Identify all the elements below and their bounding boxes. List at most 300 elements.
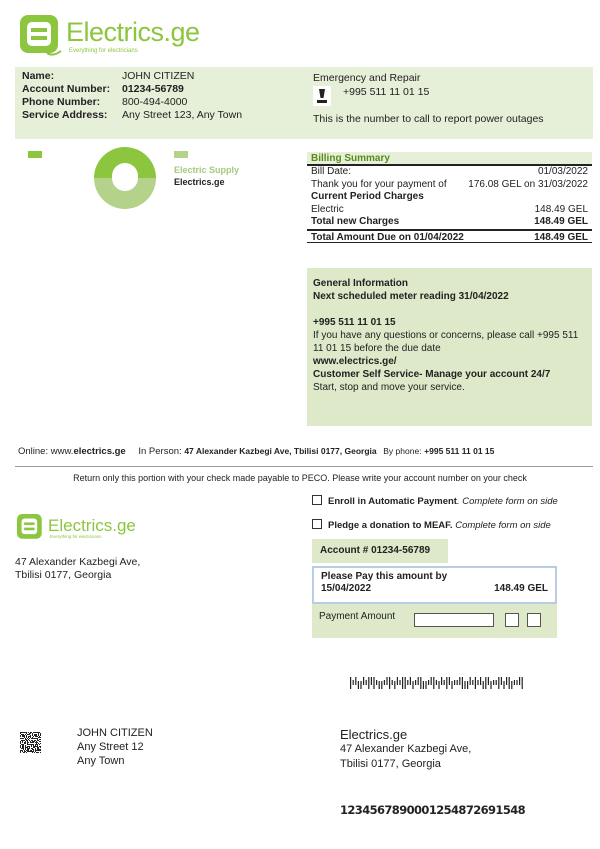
total-due-value: 148.49 GEL — [534, 231, 588, 243]
stub-company-address — [15, 556, 140, 582]
auto-pay-checkbox[interactable] — [312, 495, 322, 505]
meter-reading: Next scheduled meter reading 31/04/2022 — [313, 291, 509, 302]
qr-module — [29, 746, 30, 747]
qr-module — [28, 742, 29, 743]
bill-date: 01/03/2022 — [537, 166, 588, 177]
emergency-phone: +995 511 11 01 15 — [343, 86, 430, 98]
qr-module — [23, 734, 24, 735]
qr-module — [23, 749, 24, 750]
qr-module — [38, 747, 39, 748]
qr-module — [21, 744, 22, 745]
emergency-title: Emergency and Repair — [313, 72, 421, 84]
qr-module — [27, 748, 28, 749]
qr-module — [27, 750, 28, 751]
qr-module — [21, 750, 22, 751]
barcode-bar — [428, 680, 429, 685]
qr-module — [39, 750, 40, 751]
qr-module — [36, 744, 37, 745]
remit-name: Electrics.ge — [340, 727, 408, 742]
qr-module — [23, 732, 24, 733]
qr-module — [22, 734, 23, 735]
qr-module — [32, 742, 33, 743]
legend-swatch-supply — [174, 151, 188, 158]
qr-module — [28, 751, 29, 752]
qr-module — [21, 734, 22, 735]
qr-module — [31, 742, 32, 743]
qr-module — [27, 734, 28, 735]
payment-cents-input-1[interactable] — [505, 613, 519, 627]
qr-module — [33, 741, 34, 742]
barcode-bar — [441, 677, 442, 685]
payment-amount-input[interactable] — [414, 613, 494, 627]
qr-module — [37, 746, 38, 747]
qr-module — [33, 745, 34, 746]
barcode-bar — [498, 677, 499, 689]
payment-cents-input-2[interactable] — [527, 613, 541, 627]
qr-module — [34, 741, 35, 742]
qr-module — [37, 739, 38, 740]
qr-module — [21, 732, 22, 733]
qr-module — [32, 737, 33, 738]
qr-module — [36, 734, 37, 735]
qr-module — [23, 746, 24, 747]
payment-value: 176.08 GEL on 31/03/2022 — [468, 178, 588, 190]
barcode-bar — [449, 677, 450, 685]
auto-pay-option[interactable] — [312, 495, 558, 507]
qr-module — [40, 734, 41, 735]
qr-module — [25, 732, 26, 733]
qr-module — [22, 748, 23, 749]
qr-module — [34, 740, 35, 741]
qr-module — [23, 744, 24, 745]
barcode-bar — [436, 680, 437, 685]
barcode-bar — [501, 677, 502, 685]
qr-module — [22, 736, 23, 737]
qr-module — [32, 749, 33, 750]
qr-module — [38, 749, 39, 750]
barcode-bar — [392, 680, 393, 685]
by-phone-label: By phone: — [383, 446, 422, 456]
qr-module — [22, 750, 23, 751]
logo-tagline: Everything for electricians — [69, 48, 138, 54]
qr-module — [27, 743, 28, 744]
address-label: Service Address: — [22, 109, 108, 121]
qr-module — [20, 732, 21, 733]
barcode-bar — [446, 677, 447, 689]
stub-account-box: Account # 01234-56789 — [312, 539, 448, 563]
qr-module — [36, 750, 37, 751]
qr-module — [35, 736, 36, 737]
barcode-bar — [490, 681, 491, 689]
qr-module — [20, 738, 21, 739]
qr-module — [20, 736, 21, 737]
qr-module — [35, 749, 36, 750]
general-title: General Information — [313, 278, 409, 289]
qr-module — [26, 733, 27, 734]
qr-module — [31, 740, 32, 741]
qr-module — [36, 738, 37, 739]
total-due-label: Total Amount Due on 01/04/2022 — [311, 231, 464, 243]
barcode-bar — [433, 677, 434, 689]
qr-module — [24, 732, 25, 733]
qr-module — [24, 737, 25, 738]
qr-module — [29, 744, 30, 745]
qr-module — [26, 732, 27, 733]
total-new-value: 148.49 GEL — [534, 216, 588, 227]
barcode-bar — [522, 677, 523, 689]
qr-module — [27, 751, 28, 752]
by-phone-value: +995 511 11 01 15 — [424, 446, 495, 456]
qr-module — [30, 742, 31, 743]
qr-module — [35, 744, 36, 745]
barcode-bar — [464, 681, 465, 689]
qr-module — [24, 743, 25, 744]
qr-module — [33, 746, 34, 747]
qr-module — [22, 742, 23, 743]
qr-module — [30, 741, 31, 742]
qr-module — [40, 737, 41, 738]
qr-module — [29, 747, 30, 748]
postal-barcode — [350, 675, 528, 691]
billing-header: Billing Summary — [307, 152, 592, 166]
qr-module — [30, 735, 31, 736]
qr-module — [40, 735, 41, 736]
qr-module — [40, 750, 41, 751]
barcode-bar — [410, 677, 411, 685]
qr-module — [33, 744, 34, 745]
qr-module — [25, 751, 26, 752]
donut-hole — [112, 163, 138, 189]
qr-module — [29, 751, 30, 752]
qr-module — [38, 737, 39, 738]
qr-module — [35, 732, 36, 733]
qr-module — [28, 737, 29, 738]
barcode-bar — [368, 677, 369, 689]
qr-module — [22, 738, 23, 739]
qr-module — [36, 741, 37, 742]
barcode-bar — [358, 681, 359, 689]
donation-checkbox[interactable] — [312, 519, 322, 529]
qr-module — [34, 738, 35, 739]
qr-module — [25, 734, 26, 735]
qr-module — [30, 744, 31, 745]
qr-module — [20, 733, 21, 734]
barcode-bar — [496, 680, 497, 685]
legend-swatch-small — [28, 151, 42, 158]
barcode-bar — [511, 681, 512, 689]
website-link[interactable]: www.electrics.ge/ — [313, 356, 397, 367]
barcode-bar — [472, 680, 473, 685]
qr-module — [31, 732, 32, 733]
total-due-row — [307, 229, 592, 243]
remit-line-2: Tbilisi 0177, Georgia — [340, 758, 441, 770]
electric-row — [307, 204, 592, 217]
account-label: Account Number: — [22, 83, 111, 95]
bill-date-label: Bill Date: — [311, 166, 352, 177]
logo-wordmark: Electrics.ge — [66, 17, 200, 47]
qr-module — [37, 740, 38, 741]
current-period-row — [307, 191, 592, 204]
service-address: Any Street 123, Any Town — [122, 109, 243, 121]
donation-note: Complete form on side — [452, 520, 551, 531]
barcode-bar — [477, 680, 478, 685]
qr-module — [33, 742, 34, 743]
qr-module — [28, 748, 29, 749]
qr-module — [33, 736, 34, 737]
qr-module — [26, 736, 27, 737]
barcode-bar — [451, 681, 452, 689]
qr-module — [34, 747, 35, 748]
qr-module — [24, 740, 25, 741]
qr-module — [35, 735, 36, 736]
barcode-bar — [402, 677, 403, 689]
legend-electric-supply: Electric Supply — [174, 165, 240, 175]
customer-values — [122, 70, 242, 122]
qr-module — [36, 752, 37, 753]
qr-module — [40, 741, 41, 742]
qr-module — [35, 751, 36, 752]
qr-module — [24, 735, 25, 736]
pay-amount: 148.49 GEL — [494, 583, 548, 594]
qr-module — [30, 736, 31, 737]
qr-module — [20, 742, 21, 743]
phone-label: Phone Number: — [22, 96, 101, 108]
qr-module — [30, 732, 31, 733]
general-info-panel — [307, 268, 592, 426]
barcode-bar — [431, 677, 432, 685]
qr-module — [39, 737, 40, 738]
barcode-bar — [454, 680, 455, 685]
qr-module — [39, 741, 40, 742]
qr-module — [34, 752, 35, 753]
qr-module — [22, 740, 23, 741]
qr-module — [40, 733, 41, 734]
qr-module — [25, 748, 26, 749]
qr-module — [30, 733, 31, 734]
remit-line-1: 47 Alexander Kazbegi Ave, — [340, 743, 472, 755]
qr-module — [37, 742, 38, 743]
qr-code — [20, 732, 41, 753]
qr-module — [30, 750, 31, 751]
stub-logo-wordmark: Electrics.ge — [48, 516, 136, 535]
qr-module — [37, 738, 38, 739]
qr-module — [28, 750, 29, 751]
qr-module — [22, 744, 23, 745]
account-number: 01234-56789 — [122, 83, 184, 95]
qr-module — [39, 732, 40, 733]
qr-module — [23, 745, 24, 746]
barcode-bar — [470, 677, 471, 685]
barcode-bar — [514, 680, 515, 685]
qr-module — [28, 749, 29, 750]
qr-module — [25, 738, 26, 739]
qr-module — [34, 732, 35, 733]
qr-module — [37, 745, 38, 746]
qr-module — [28, 746, 29, 747]
qr-module — [25, 746, 26, 747]
barcode-bar — [493, 680, 494, 685]
qr-module — [37, 744, 38, 745]
qr-module — [33, 738, 34, 739]
qr-module — [25, 745, 26, 746]
qr-module — [35, 742, 36, 743]
qr-module — [37, 752, 38, 753]
barcode-bar — [405, 677, 406, 689]
qr-module — [26, 737, 27, 738]
qr-module — [26, 747, 27, 748]
qr-module — [21, 740, 22, 741]
barcode-bar — [394, 681, 395, 689]
barcode-bar — [407, 680, 408, 685]
qr-module — [22, 735, 23, 736]
start-stop-text: Start, stop and move your service. — [313, 382, 465, 393]
stub-cust-street: Any Street 12 — [77, 741, 144, 753]
qr-module — [27, 746, 28, 747]
barcode-bar — [355, 677, 356, 685]
in-person-value: 47 Alexander Kazbegi Ave, Tbilisi 0177, Georgia — [184, 446, 377, 456]
qr-module — [25, 747, 26, 748]
total-new-label: Total new Charges — [311, 216, 400, 227]
qr-module — [27, 740, 28, 741]
stub-customer-address — [77, 726, 153, 768]
qr-module — [38, 734, 39, 735]
qr-module — [30, 737, 31, 738]
contact-footer — [18, 446, 494, 457]
exclamation-icon — [313, 86, 331, 106]
barcode-bar — [399, 680, 400, 685]
qr-module — [34, 735, 35, 736]
barcode-bar — [475, 677, 476, 689]
barcode-bar — [389, 677, 390, 689]
qr-module — [23, 738, 24, 739]
qr-module — [20, 751, 21, 752]
barcode-bar — [418, 677, 419, 685]
qr-module — [33, 747, 34, 748]
online-domain[interactable]: electrics.ge — [73, 446, 126, 457]
qr-module — [40, 747, 41, 748]
qr-module — [22, 747, 23, 748]
qr-module — [29, 736, 30, 737]
qr-module — [25, 741, 26, 742]
qr-module — [20, 750, 21, 751]
qr-module — [29, 734, 30, 735]
phone-number: 800-494-4000 — [122, 96, 188, 108]
total-new-row — [307, 216, 592, 229]
qr-module — [30, 751, 31, 752]
barcode-bar — [353, 680, 354, 685]
barcode-bar — [415, 680, 416, 685]
qr-module — [25, 743, 26, 744]
qr-module — [36, 736, 37, 737]
qr-module — [32, 752, 33, 753]
barcode-bar — [457, 680, 458, 685]
qr-module — [39, 739, 40, 740]
qr-module — [28, 734, 29, 735]
qr-module — [39, 749, 40, 750]
qr-module — [38, 743, 39, 744]
qr-module — [38, 733, 39, 734]
qr-module — [29, 748, 30, 749]
stub-logo-tagline: Everything for electricians — [50, 534, 102, 539]
qr-module — [35, 740, 36, 741]
online-label: Online: www. — [18, 446, 74, 457]
qr-module — [29, 733, 30, 734]
payment-row — [307, 179, 592, 192]
barcode-bar — [438, 681, 439, 689]
qr-module — [31, 748, 32, 749]
qr-module — [25, 742, 26, 743]
qr-module — [29, 740, 30, 741]
qr-module — [26, 750, 27, 751]
barcode-bar — [376, 680, 377, 685]
qr-module — [20, 745, 21, 746]
scan-line: 1234567890001254872691548 — [340, 803, 526, 817]
qr-module — [29, 738, 30, 739]
stub-logo-icon — [15, 512, 45, 542]
qr-module — [32, 735, 33, 736]
barcode-bar — [516, 680, 517, 685]
stub-cust-name: JOHN CITIZEN — [77, 727, 153, 739]
company-logo — [17, 12, 200, 58]
qr-module — [28, 732, 29, 733]
in-person-label: In Person: — [138, 446, 182, 457]
tear-divider — [15, 466, 593, 467]
qr-module — [36, 732, 37, 733]
barcode-bar — [467, 681, 468, 689]
qr-module — [35, 734, 36, 735]
qr-module — [20, 747, 21, 748]
barcode-bar — [366, 680, 367, 685]
qr-module — [39, 746, 40, 747]
barcode-bar — [379, 681, 380, 689]
qr-module — [36, 742, 37, 743]
barcode-bar — [420, 677, 421, 689]
qr-module — [35, 750, 36, 751]
name-label: Name: — [22, 70, 55, 82]
qr-module — [37, 732, 38, 733]
qr-module — [23, 747, 24, 748]
return-note: Return only this portion with your check made payable to PECO. Please write your account number on your check — [73, 473, 527, 483]
barcode-bar — [373, 677, 374, 689]
qr-module — [37, 750, 38, 751]
auto-pay-note: . Complete form on side — [456, 496, 558, 507]
general-phone: +995 511 11 01 15 — [313, 317, 396, 328]
barcode-bar — [483, 681, 484, 689]
qr-module — [32, 740, 33, 741]
qr-module — [35, 738, 36, 739]
qr-module — [35, 745, 36, 746]
qr-module — [38, 752, 39, 753]
barcode-bar — [444, 680, 445, 685]
qr-module — [32, 744, 33, 745]
donation-option[interactable] — [312, 519, 551, 531]
qr-module — [34, 746, 35, 747]
qr-module — [24, 736, 25, 737]
qr-module — [26, 739, 27, 740]
qr-module — [22, 746, 23, 747]
barcode-bar — [519, 677, 520, 685]
qr-module — [36, 743, 37, 744]
qr-module — [35, 748, 36, 749]
donut-chart — [94, 147, 156, 209]
stub-logo — [15, 512, 145, 542]
qr-module — [21, 738, 22, 739]
pay-by-label: Please Pay this amount by — [321, 571, 448, 582]
qr-module — [37, 748, 38, 749]
qr-module — [23, 740, 24, 741]
qr-module — [22, 751, 23, 752]
pay-by-box — [312, 566, 557, 604]
